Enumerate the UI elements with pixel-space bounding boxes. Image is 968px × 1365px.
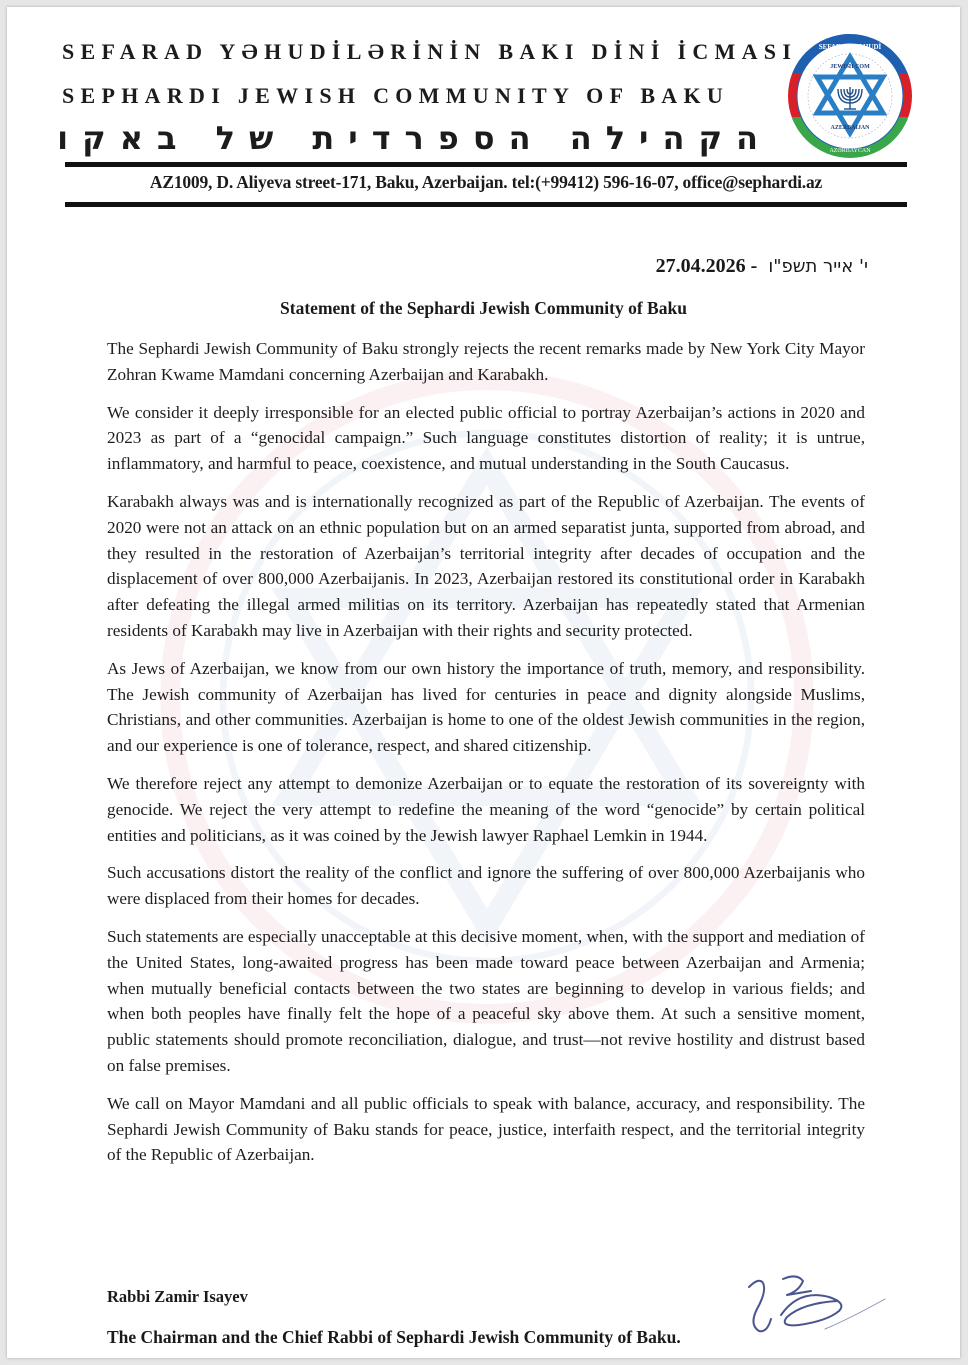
letterhead-name-english: SEPHARDI JEWISH COMMUNITY OF BAKU <box>62 83 730 108</box>
signatory-name: Rabbi Zamir Isayev <box>107 1287 248 1306</box>
document-date <box>656 255 868 278</box>
paragraph: We therefore reject any attempt to demonize Azerbaijan or to equate the restoration of its sovereignty with genocide. We reject the very attempt to redefine the meaning of the word “genocide” by certain political entities and politicians, as it was coined by the Jewish lawyer Raphael Lemkin in 1944. <box>107 773 865 845</box>
letterhead-name-hebrew: הקהילה הספרדית של באקו <box>57 119 772 157</box>
paragraph: Karabakh always was and is internationally recognized as part of the Republic of Azerbaijan. The events of 2020 were not an attack on an ethnic population but on an armed separatist junta, supported from abroad, and they resulted in the restoration of Azerbaijan’s territorial integrity after decades of occupation and the displacement of over 800,000 Azerbaijanis. In 2023, Azerbaijan restored its constitutional order in Karabakh after defeating the illegal armed militias on its territory. Azerbaijan has repeatedly stated that Armenian residents of Karabakh may live in Azerbaijan with their rights and security protected. <box>107 491 865 640</box>
letter-page <box>7 7 960 1358</box>
signatory-title: The Chairman and the Chief Rabbi of Sephardi Jewish Community of Baku. <box>107 1327 681 1347</box>
paragraph: We consider it deeply irresponsible for an elected public official to portray Azerbaijan’s actions in 2020 and 2023 as part of a “genocidal campaign.” Such language constitutes distortion of reality; it is untrue, inflammatory, and harmful to peace, coexistence, and mutual understanding in the South Caucasus. <box>107 402 865 474</box>
letterhead-name-azerbaijani: SEFARAD YƏHUDİLƏRİNİN BAKI DİNİ İCMASI <box>62 39 798 64</box>
date-hebrew: י' אייר תשפ"ו <box>768 256 868 277</box>
svg-text:AZERBAIJAN: AZERBAIJAN <box>830 125 870 131</box>
paragraph: As Jews of Azerbaijan, we know from our own history the importance of truth, memory, and responsibility. The Jewish community of Azerbaijan has lived for centuries in peace and dignity alongside Muslims, Christians, and other communities. Azerbaijan is home to one of the oldest Jewish communities in the region, and our experience is one of tolerance, respect, and shared citizenship. <box>107 658 865 756</box>
header-rule-bottom <box>65 202 907 207</box>
svg-text:SEFARAD YƏHUDİ: SEFARAD YƏHUDİ <box>818 43 882 51</box>
paragraph: Such accusations distort the reality of the conflict and ignore the suffering of over 800,000 Azerbaijanis who were displaced from their homes for decades. <box>107 863 865 909</box>
community-logo-seal-icon <box>787 33 913 159</box>
date-separator: - <box>750 255 758 277</box>
paragraph: We call on Mayor Mamdani and all public officials to speak with balance, accuracy, and responsibility. The Sephardi Jewish Community of Baku stands for peace, justice, interfaith respect, and the territorial integrity of the Republic of Azerbaijan. <box>107 1093 865 1165</box>
paragraph: Such statements are especially unacceptable at this decisive moment, when, with the support and mediation of the United States, long-awaited progress has been made toward peace between Azerbaijan and Armenia; when mutually beneficial contacts between the two states are beginning to develop in various fields; and when both peoples have finally felt the hope of a peaceful sky above them. At such a sensitive moment, public statements should promote reconciliation, dialogue, and trust—not revive hostility and distrust based on false premises. <box>107 926 865 1075</box>
svg-text:JEWISH COM: JEWISH COM <box>830 64 870 70</box>
statement-body <box>107 336 865 1180</box>
svg-text:AZƏRBAYCAN: AZƏRBAYCAN <box>829 148 871 154</box>
statement-title: Statement of the Sephardi Jewish Community of Baku <box>280 298 687 318</box>
handwritten-signature-icon <box>739 1269 889 1349</box>
letterhead-address: AZ1009, D. Aliyeva street-171, Baku, Azerbaijan. tel:(+99412) 596-16-07, office@sephardi.az <box>149 172 823 192</box>
header-rule-top <box>65 162 907 167</box>
date-gregorian: 27.04.2026 <box>655 255 746 277</box>
paragraph: The Sephardi Jewish Community of Baku strongly rejects the recent remarks made by New York City Mayor Zohran Kwame Mamdani concerning Azerbaijan and Karabakh. <box>107 339 865 384</box>
